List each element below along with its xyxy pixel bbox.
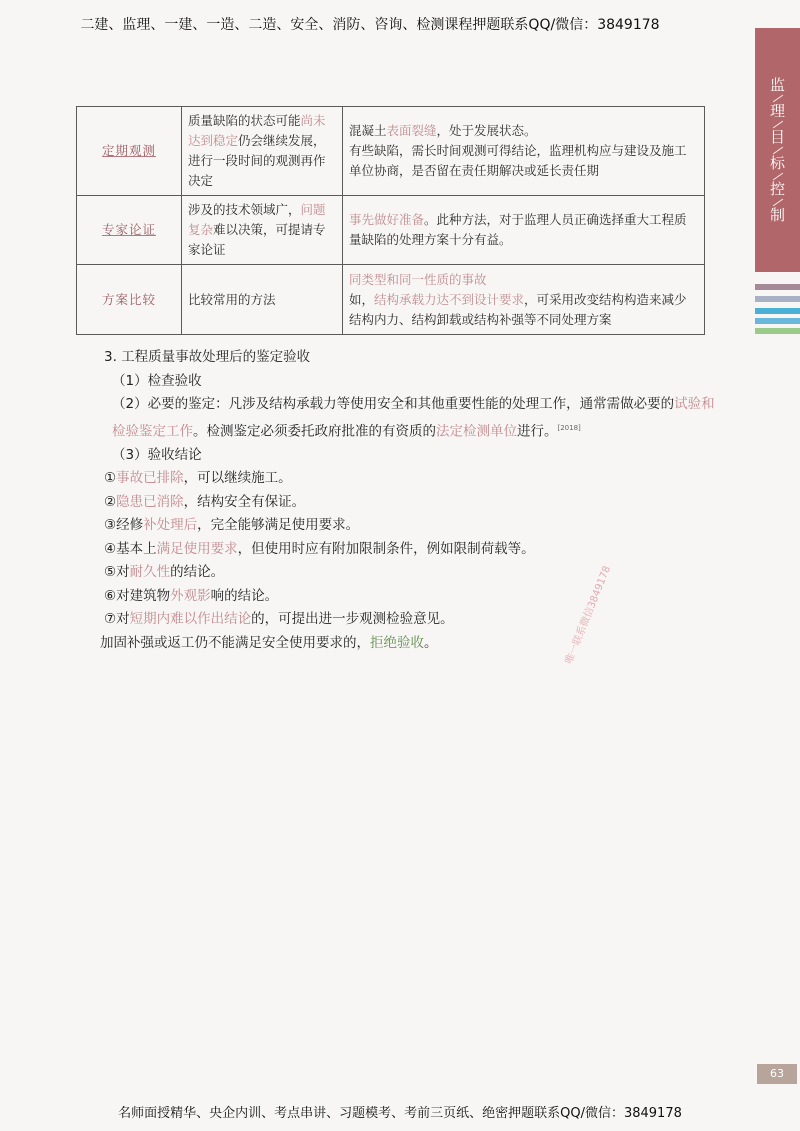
side-tab-char: 监 bbox=[769, 75, 785, 94]
color-stripe bbox=[755, 296, 800, 302]
section-heading: 3. 工程质量事故处理后的鉴定验收 bbox=[104, 349, 311, 365]
color-stripe bbox=[755, 318, 800, 324]
footer-banner: 名师面授精华、央企内训、考点串讲、习题模考、考前三页纸、绝密押题联系QQ/微信：3849178 bbox=[118, 1106, 682, 1121]
side-tab-char: 控 bbox=[769, 179, 785, 198]
situation-cell: 涉及的技术领域广，问题复杂难以决策，可提请专家论证 bbox=[182, 196, 343, 265]
header-banner: 二建、监理、一建、一造、二造、安全、消防、咨询、检测课程押题联系QQ/微信：3849178 bbox=[80, 17, 660, 33]
final-statement: 加固补强或返工仍不能满足安全使用要求的，拒绝验收。 bbox=[100, 634, 438, 651]
conclusion-item: ①事故已排除，可以继续施工。 bbox=[104, 470, 292, 486]
conclusion-item: ④基本上满足使用要求，但使用时应有附加限制条件，例如限制荷载等。 bbox=[104, 540, 535, 557]
method-cell: 方案比较 bbox=[77, 265, 182, 335]
table-row bbox=[77, 265, 705, 335]
method-cell: 定期观测 bbox=[77, 107, 182, 196]
side-tab-char: 标 bbox=[769, 153, 785, 172]
item-necessary-appraisal: （2）必要的鉴定：凡涉及结构承载力等使用安全和其他重要性能的处理工作，通常需做必要的试验和检验鉴定工作。检测鉴定必须委托政府批准的有资质的法定检测单位进行。[2018] bbox=[112, 396, 715, 439]
color-stripe bbox=[755, 308, 800, 314]
defect-treatment-table bbox=[76, 106, 705, 335]
acceptance-section bbox=[100, 346, 724, 655]
conclusion-item: ⑥对建筑物外观影响的结论。 bbox=[104, 587, 279, 604]
watermark-text: 唯一联系微信3849178 bbox=[563, 564, 614, 666]
side-tab-char: 制 bbox=[769, 205, 785, 224]
example-cell: 事先做好准备。此种方法，对于监理人员正确选择重大工程质量缺陷的处理方案十分有益。 bbox=[343, 196, 705, 265]
item-check-acceptance: （1）检查验收 bbox=[112, 372, 202, 389]
page-number: 63 bbox=[757, 1064, 797, 1084]
chapter-side-tab bbox=[755, 28, 800, 272]
conclusion-item: ③经修补处理后，完全能够满足使用要求。 bbox=[104, 517, 360, 533]
side-tab-char: 目 bbox=[769, 127, 785, 146]
side-tab-char: 理 bbox=[769, 101, 785, 120]
table-row bbox=[77, 196, 705, 265]
example-cell: 同类型和同一性质的事故 如，结构承载力达不到设计要求，可采用改变结构构造来减少结构内力、结构卸载或结构补强等不同处理方案 bbox=[343, 265, 705, 335]
conclusion-item: ⑦对短期内难以作出结论的，可提出进一步观测检验意见。 bbox=[104, 611, 454, 627]
color-stripe bbox=[755, 328, 800, 334]
item-acceptance-conclusion: （3）验收结论 bbox=[112, 446, 202, 463]
method-cell: 专家论证 bbox=[77, 196, 182, 265]
situation-cell: 质量缺陷的状态可能尚未达到稳定仍会继续发展，进行一段时间的观测再作决定 bbox=[182, 107, 343, 196]
table-row bbox=[77, 107, 705, 196]
conclusion-item: ⑤对耐久性的结论。 bbox=[104, 564, 225, 580]
color-stripe bbox=[755, 284, 800, 290]
example-cell: 混凝土表面裂缝，处于发展状态。 有些缺陷，需长时间观测可得结论，监理机构应与建设及施工单位协商，是否留在责任期解决或延长责任期 bbox=[343, 107, 705, 196]
situation-cell: 比较常用的方法 bbox=[182, 265, 343, 335]
conclusion-item: ②隐患已消除，结构安全有保证。 bbox=[104, 493, 306, 510]
